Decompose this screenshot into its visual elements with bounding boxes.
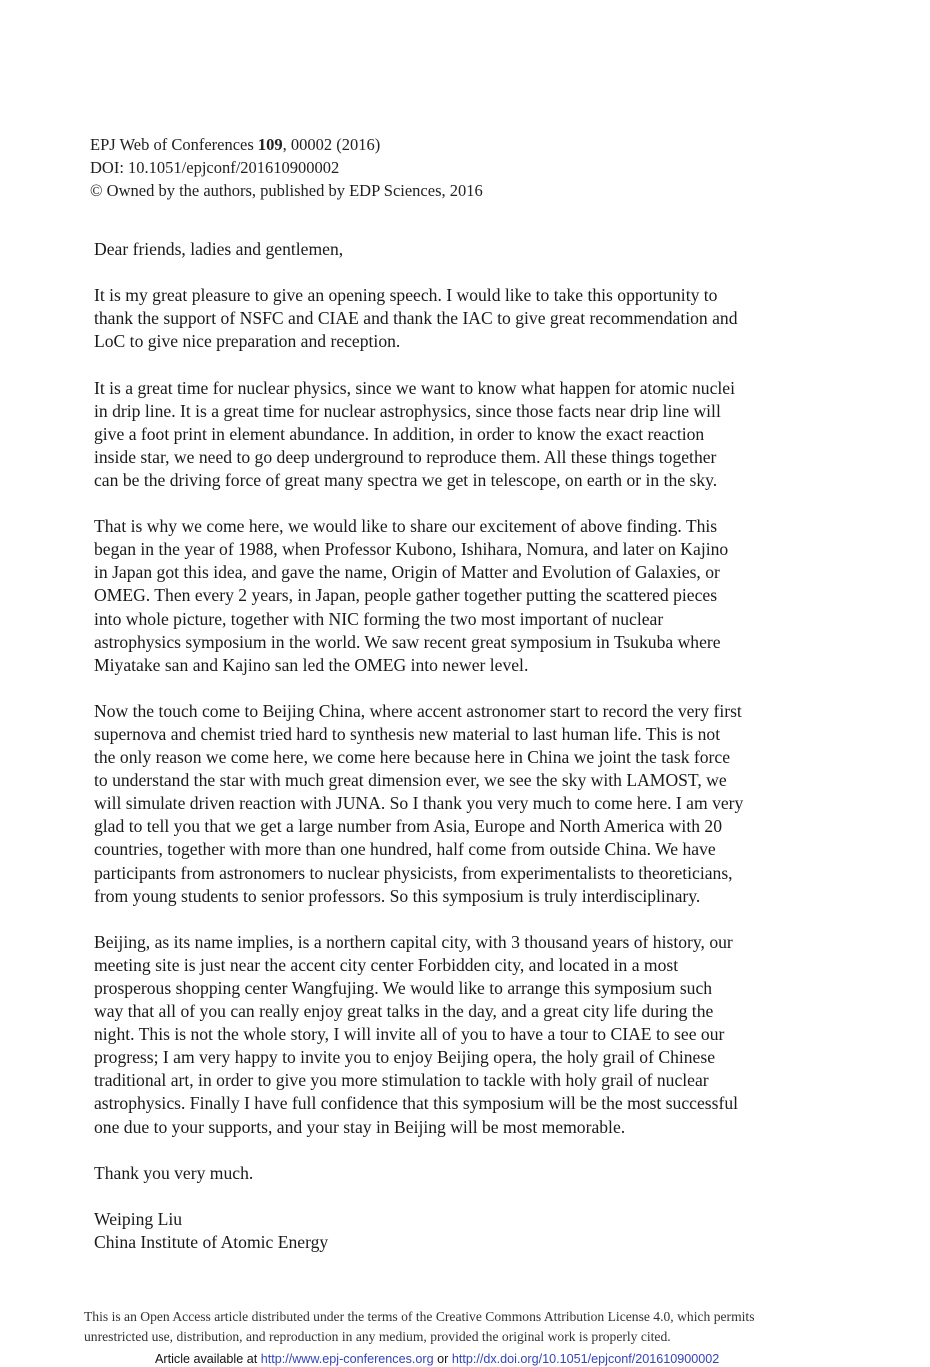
copyright-line: © Owned by the authors, published by EDP Sciences, 2016 xyxy=(90,181,483,200)
volume-number: 109 xyxy=(257,135,283,154)
paragraph-1: It is my great pleasure to give an opening speech. I would like to take this opportunity to thank the support of NSFC and CIAE and thank the IAC to give great recommendation and LoC to give nice preparation and reception. xyxy=(94,285,738,352)
or-text: or xyxy=(433,1352,452,1366)
article-header xyxy=(90,133,483,202)
journal-citation xyxy=(90,133,483,156)
article-number: , 00002 (2016) xyxy=(282,135,381,154)
available-prefix: Article available at xyxy=(155,1352,261,1366)
letter-body xyxy=(94,238,854,1254)
license-line-1: This is an Open Access article distributed under the terms of the Creative Commons Attribution License 4.0, which permits xyxy=(84,1309,755,1324)
availability-line xyxy=(155,1351,719,1367)
journal-link[interactable]: http://www.epj-conferences.org xyxy=(260,1352,434,1366)
paragraph-3: That is why we come here, we would like to share our excitement of above finding. This began in the year of 1988, when Professor Kubono, Ishihara, Nomura, and later on Kajino in Japan got this idea, and gave the name, Origin of Matter and Evolution of Galaxies, or OMEG. Then every 2 years, in Japan, people gather together putting the scattered pieces into whole picture, together with NIC forming the two most important of nuclear astrophysics symposium in the world. We saw recent great symposium in Tsukuba where Miyatake san and Kajino san led the OMEG into newer level. xyxy=(94,516,729,675)
paragraph-2: It is a great time for nuclear physics, since we want to know what happen for atomic nuclei in drip line. It is a great time for nuclear astrophysics, since those facts near drip line will give a foot print in element abundance. In addition, in order to know the exact reaction inside star, we need to go deep underground to reproduce them. All these things together can be the driving force of great many spectra we get in telescope, on earth or in the sky. xyxy=(94,377,735,490)
doi-link[interactable]: http://dx.doi.org/10.1051/epjconf/201610900002 xyxy=(451,1352,720,1366)
signature-name: Weiping Liu xyxy=(94,1208,183,1229)
signature-affiliation: China Institute of Atomic Energy xyxy=(94,1232,329,1253)
journal-name: EPJ Web of Conferences xyxy=(90,135,258,154)
closing: Thank you very much. xyxy=(94,1162,254,1183)
paragraph-4: Now the touch come to Beijing China, where accent astronomer start to record the very first supernova and chemist tried hard to synthesis new material to last human life. This is not the only reason we come here, we come here because here in China we joint the task force to understand the star with much great dimension ever, we see the sky with LAMOST, we will simulate driven reaction with JUNA. So I thank you very much to come here. I am very glad to tell you that we get a large number from Asia, Europe and North America with 20 countries, together with more than one hundred, half come from outside China. We have participants from astronomers to nuclear physicists, from experimentalists to theoreticians, from young students to senior professors. So this symposium is truly interdisciplinary. xyxy=(94,700,744,906)
paragraph-5: Beijing, as its name implies, is a northern capital city, with 3 thousand years of history, our meeting site is just near the accent city center Forbidden city, and located in a most prosperous shopping center Wangfujing. We would like to arrange this symposium such way that all of you can really enjoy great talks in the day, and a great city life during the night. This is not the whole story, I will invite all of you to have a tour to CIAE to see our progress; I am very happy to invite you to enjoy Beijing opera, the holy grail of Chinese traditional art, in order to give you more stimulation to tackle with holy grail of nuclear astrophysics. Finally I have full confidence that this symposium will be the most successful one due to your supports, and your stay in Beijing will be most memorable. xyxy=(94,931,739,1137)
license-line-2: unrestricted use, distribution, and reproduction in any medium, provided the original work is properly cited. xyxy=(84,1329,671,1344)
license-notice xyxy=(84,1307,884,1347)
doi-line: DOI: 10.1051/epjconf/201610900002 xyxy=(90,158,340,177)
salutation: Dear friends, ladies and gentlemen, xyxy=(94,239,344,259)
